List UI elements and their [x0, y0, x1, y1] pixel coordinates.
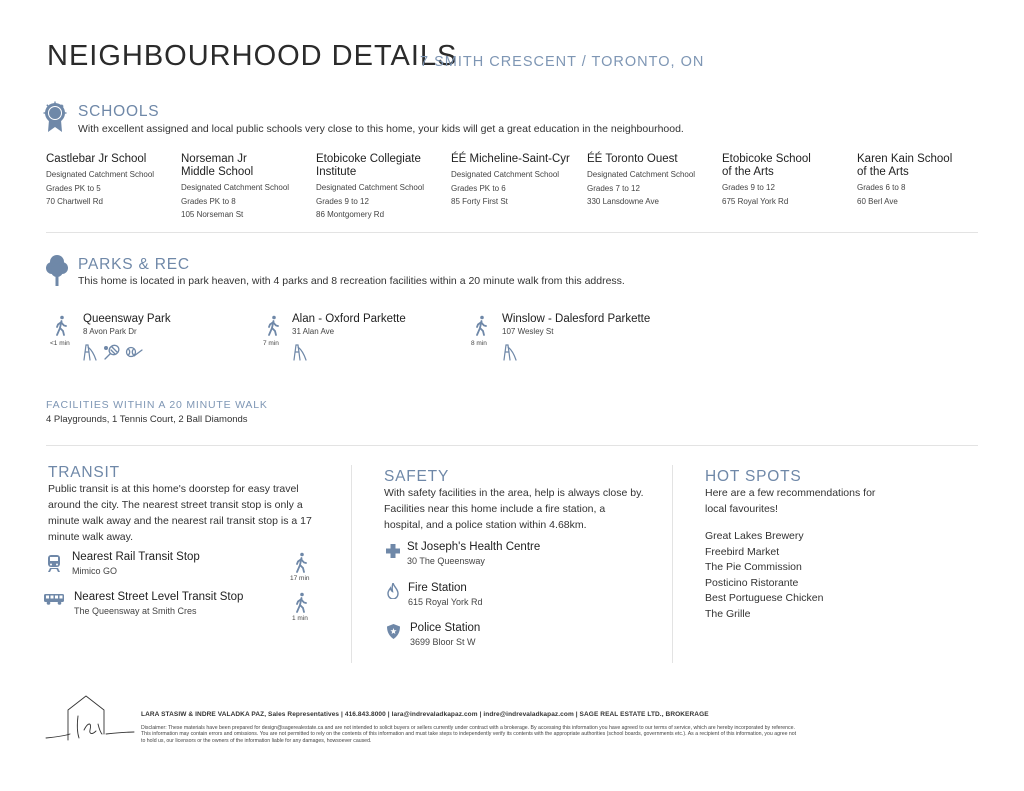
- school-grades: Grades 6 to 8: [857, 183, 906, 192]
- transit-heading: TRANSIT: [48, 464, 120, 481]
- school-name: Norseman Jr Middle School: [181, 153, 254, 178]
- hotspots-list: [705, 529, 823, 623]
- school-catchment: Designated Catchment School: [451, 170, 560, 179]
- school-grades: Grades 7 to 12: [587, 183, 640, 193]
- school-grades: Grades 9 to 12: [316, 196, 369, 206]
- walking-person-icon: [295, 552, 307, 574]
- list-item: Freebird Market: [705, 545, 780, 558]
- walk-time: 17 min: [290, 575, 310, 582]
- page-subtitle-address: 7 SMITH CRESCENT / TORONTO, ON: [420, 54, 705, 70]
- footer-contact: LARA STASIW & INDRE VALADKA PAZ, Sales Representatives | 416.843.8000 | lara@indrevaladkapaz.com | indre@indrevaladkapaz.com | SAGE REAL ESTATE LTD., BROKERAGE: [141, 711, 709, 718]
- school-name: Karen Kain School of the Arts: [857, 153, 953, 178]
- hospital-icon: [386, 544, 400, 558]
- walk-time: 7 min: [263, 340, 279, 347]
- park-item: [292, 313, 406, 336]
- school-grades: Grades 9 to 12: [722, 183, 775, 192]
- schools-heading: SCHOOLS: [78, 103, 160, 120]
- tree-icon: [46, 254, 68, 286]
- park-name: Winslow - Dalesford Parkette: [502, 313, 651, 325]
- school-card: [181, 153, 290, 222]
- walk-time: 8 min: [471, 340, 487, 347]
- walking-person-icon: [475, 315, 487, 337]
- safety-item: [408, 582, 483, 607]
- school-card: [587, 153, 715, 209]
- facilities-heading: FACILITIES WITHIN A 20 MINUTE WALK: [46, 399, 268, 411]
- school-catchment: Designated Catchment School: [587, 170, 696, 179]
- hotspots-heading: HOT SPOTS: [705, 468, 802, 485]
- police-badge-icon: [387, 624, 400, 639]
- school-address: 70 Chartwell Rd: [46, 197, 103, 206]
- school-name: ÉÉ Micheline-Saint-Cyr: [451, 153, 570, 165]
- bus-icon: [44, 594, 64, 605]
- safety-name: St Joseph's Health Centre: [407, 541, 541, 553]
- transit-item: [74, 591, 243, 616]
- school-card: [722, 153, 818, 208]
- safety-address: 30 The Queensway: [407, 556, 485, 566]
- safety-item: [407, 541, 540, 566]
- park-item: [502, 313, 650, 336]
- school-ribbon-icon: [43, 101, 67, 133]
- school-name: Castlebar Jr School: [46, 153, 147, 165]
- school-address: 675 Royal York Rd: [722, 196, 789, 206]
- school-grades: Grades PK to 8: [181, 196, 236, 206]
- school-grades: Grades PK to 6: [451, 183, 506, 193]
- playground-icon: [82, 343, 98, 361]
- walking-person-icon: [295, 592, 307, 614]
- walking-person-icon: [267, 315, 279, 337]
- transit-stop: Mimico GO: [72, 566, 117, 576]
- walking-person-icon: [55, 315, 67, 337]
- transit-name: Nearest Rail Transit Stop: [72, 551, 200, 563]
- school-card: [451, 153, 579, 209]
- safety-description: With safety facilities in the area, help is always close by. Facilities near this home include a fire station, a hospital, and a police station within 4.68km.: [384, 487, 644, 531]
- schools-description: With excellent assigned and local public schools very close to this home, your kids will get a great education in the neighbourhood.: [78, 123, 684, 135]
- school-card: [46, 153, 174, 209]
- baseball-icon: [125, 345, 143, 360]
- school-name: Etobicoke School of the Arts: [722, 153, 811, 178]
- school-catchment: Designated Catchment School: [181, 183, 290, 192]
- column-divider: [351, 465, 352, 663]
- school-card: [857, 153, 957, 208]
- safety-heading: SAFETY: [384, 468, 450, 485]
- school-catchment: Designated Catchment School: [46, 170, 155, 179]
- walk-time: <1 min: [50, 340, 70, 347]
- safety-name: Fire Station: [408, 582, 467, 594]
- transit-name: Nearest Street Level Transit Stop: [74, 591, 244, 603]
- footer-disclaimer: Disclaimer: These materials have been prepared for design@sagerealestate.ca and are not intended to solicit buyers or sellers currently under contract with a brokerage. By accessing this information you have agreed to our terms of service, which are hereby incorporated by reference. This information may contain errors and omissions. You are not permitted to rely on the contents of this information and must take steps to independently verify its contents with the appropriate authorities (school boards, governments etc.). As a recipient of this information, you agree not to hold us, our licensors or the owners of the information liable for any damages, howsoever caused.: [141, 725, 797, 744]
- school-address: 85 Forty First St: [451, 197, 508, 206]
- column-divider: [672, 465, 673, 663]
- walk-time: 1 min: [292, 615, 308, 622]
- school-name: Etobicoke Collegiate Institute: [316, 153, 421, 178]
- brokerage-logo: [44, 694, 136, 746]
- transit-description: Public transit is at this home's doorstep for easy travel around the city. The nearest street transit stop is only a minute walk away and the nearest rail transit stop is a 17 minute walk away.: [48, 483, 312, 543]
- park-name: Alan - Oxford Parkette: [292, 313, 406, 325]
- school-address: 86 Montgomery Rd: [316, 210, 385, 219]
- school-address: 105 Norseman St: [181, 210, 244, 219]
- parks-heading: PARKS & REC: [78, 256, 190, 273]
- park-item: [83, 313, 171, 336]
- list-item: Best Portuguese Chicken: [705, 592, 824, 605]
- facilities-summary: 4 Playgrounds, 1 Tennis Court, 2 Ball Diamonds: [46, 414, 248, 425]
- safety-address: 3699 Bloor St W: [410, 637, 476, 647]
- parks-description: This home is located in park heaven, with 4 parks and 8 recreation facilities within a 20 minute walk from this address.: [78, 275, 625, 287]
- playground-icon: [292, 343, 308, 361]
- transit-stop: The Queensway at Smith Cres: [74, 606, 197, 616]
- park-name: Queensway Park: [83, 313, 171, 325]
- section-divider: [46, 445, 978, 446]
- section-divider: [46, 232, 978, 233]
- list-item: The Grille: [705, 607, 751, 620]
- school-grades: Grades PK to 5: [46, 183, 101, 193]
- playground-icon: [502, 343, 518, 361]
- list-item: The Pie Commission: [705, 561, 802, 574]
- school-name: ÉÉ Toronto Ouest: [587, 153, 678, 165]
- train-icon: [47, 555, 61, 572]
- park-address: 8 Avon Park Dr: [83, 327, 137, 336]
- tennis-icon: [103, 344, 121, 361]
- safety-address: 615 Royal York Rd: [408, 597, 483, 607]
- school-card: [316, 153, 436, 222]
- park-address: 107 Wesley St: [502, 327, 554, 336]
- park-address: 31 Alan Ave: [292, 327, 335, 336]
- fire-icon: [387, 583, 399, 599]
- list-item: Posticino Ristorante: [705, 576, 799, 589]
- list-item: Great Lakes Brewery: [705, 530, 804, 542]
- safety-name: Police Station: [410, 622, 481, 634]
- school-address: 60 Berl Ave: [857, 196, 898, 206]
- page-title: NEIGHBOURHOOD DETAILS: [47, 40, 458, 72]
- school-address: 330 Lansdowne Ave: [587, 197, 659, 206]
- school-catchment: Designated Catchment School: [316, 183, 425, 192]
- safety-item: [410, 622, 480, 647]
- transit-item: [72, 551, 200, 576]
- hotspots-description: Here are a few recommendations for local favourites!: [705, 487, 876, 515]
